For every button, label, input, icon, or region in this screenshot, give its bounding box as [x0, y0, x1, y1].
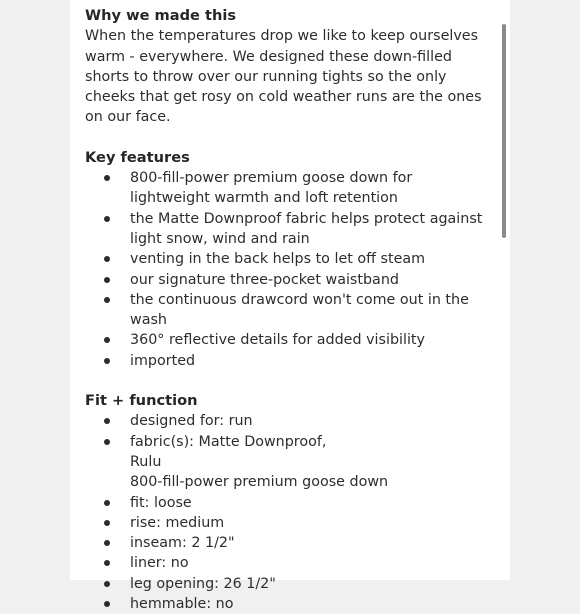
feature-item: 800-fill-power premium goose down for lightweight warmth and loft retention	[130, 168, 495, 209]
section-spacer	[85, 371, 495, 391]
feature-item: imported	[130, 351, 495, 371]
key-features-heading: Key features	[85, 148, 190, 166]
fit-function-heading: Fit + function	[85, 392, 198, 410]
feature-item: the Matte Downproof fabric helps protect against light snow, wind and rain	[130, 209, 495, 250]
fit-item: fit: loose	[130, 493, 495, 513]
product-details-panel	[70, 0, 510, 613]
feature-item: venting in the back helps to let off steam	[130, 249, 495, 269]
fit-function-list	[85, 411, 495, 614]
fit-item: designed for: run	[130, 411, 495, 431]
key-features-list	[85, 168, 495, 371]
vertical-scrollbar[interactable]	[502, 24, 506, 238]
fabric-line: 800-fill-power premium goose down	[130, 474, 389, 491]
why-we-made-this-text: When the temperatures drop we like to keep ourselves warm - everywhere. We designed these down-filled shorts to throw over our running tights so the only cheeks that get rosy on cold weather runs are the ones on our face.	[85, 28, 482, 126]
fit-item: hemmable: no	[130, 594, 495, 614]
fabric-line: fabric(s): Matte Downproof,	[130, 433, 327, 450]
product-details-content	[85, 6, 495, 614]
fit-item: inseam: 2 1/2"	[130, 533, 495, 553]
fabric-line: Rulu	[130, 453, 162, 470]
fit-item-fabrics	[130, 432, 495, 493]
feature-item: 360° reflective details for added visibility	[130, 330, 495, 350]
feature-item: the continuous drawcord won't come out in the wash	[130, 290, 495, 331]
fit-item: liner: no	[130, 553, 495, 573]
fit-item: rise: medium	[130, 513, 495, 533]
feature-item: our signature three-pocket waistband	[130, 270, 495, 290]
section-spacer	[85, 128, 495, 148]
why-we-made-this-heading: Why we made this	[85, 7, 237, 24]
fit-item: leg opening: 26 1/2"	[130, 574, 495, 594]
